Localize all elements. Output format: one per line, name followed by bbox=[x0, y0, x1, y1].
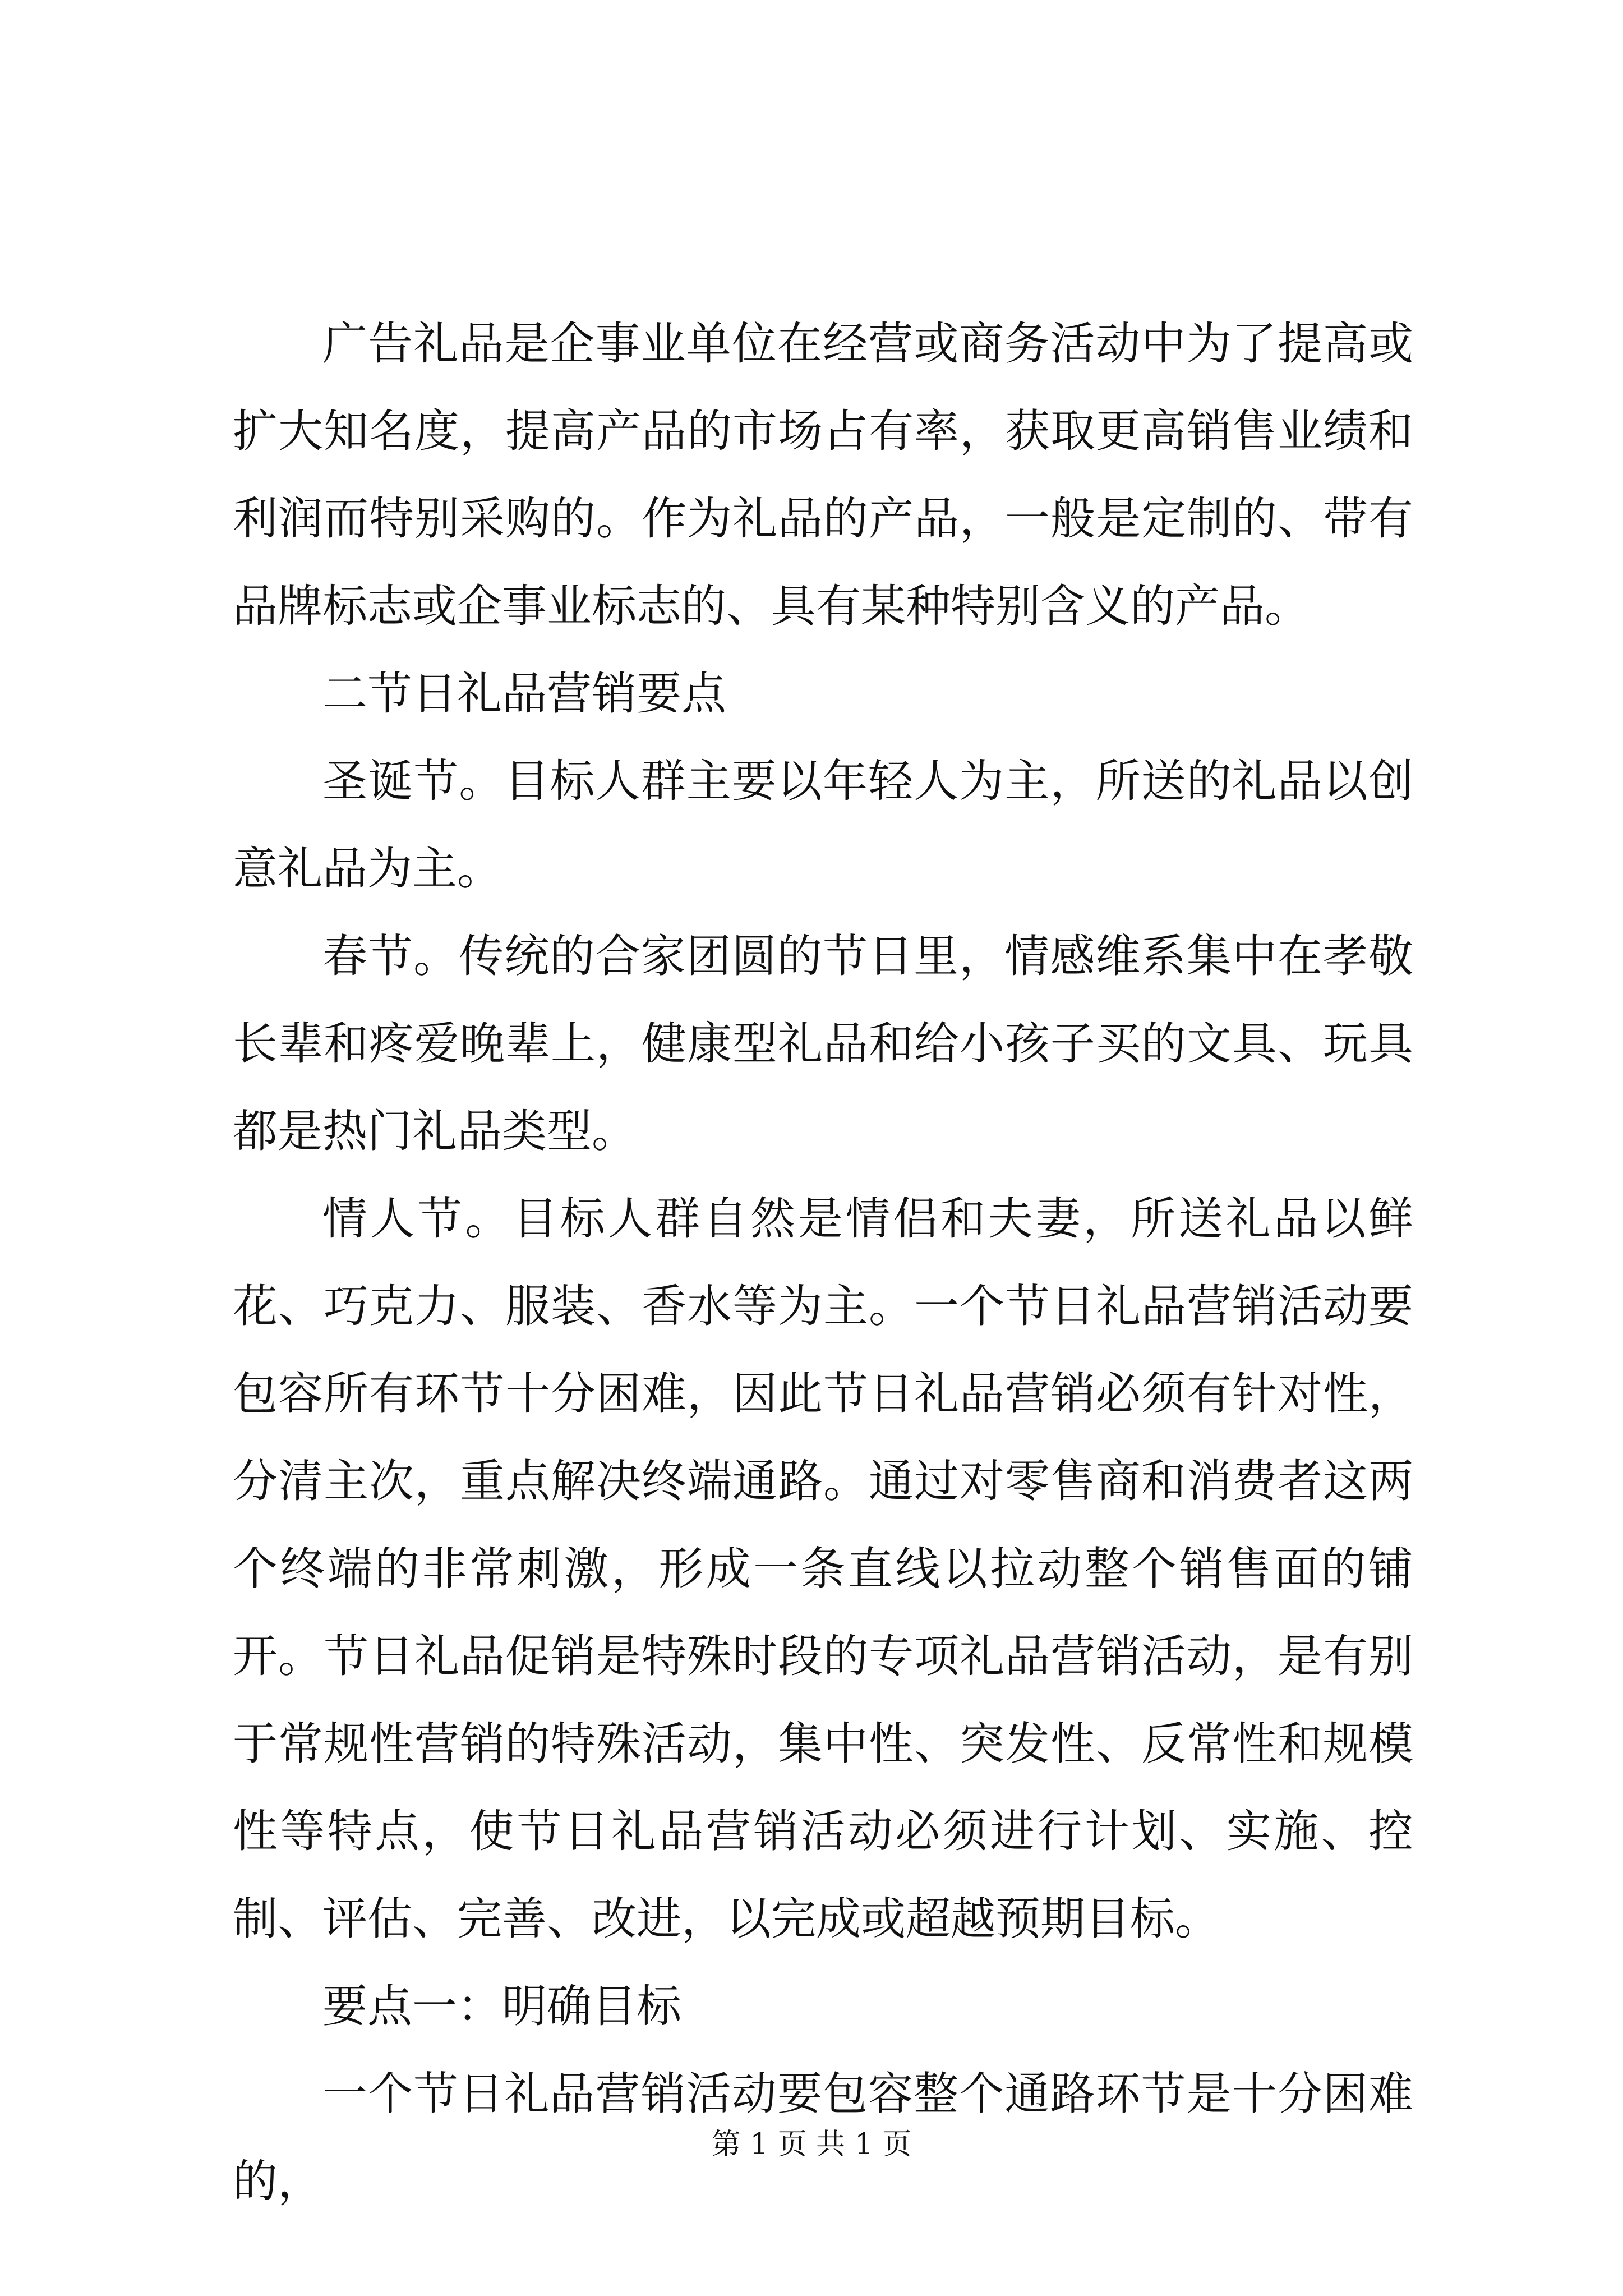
section-heading: 二节日礼品营销要点 bbox=[322, 668, 726, 720]
paragraph-point-one: 一个节日礼品营销活动要包容整个通路环节是十分困难的， bbox=[233, 2068, 1413, 2207]
paragraph-christmas: 圣诞节。目标人群主要以年轻人为主，所送的礼品以创意礼品为主。 bbox=[233, 755, 1413, 895]
page-footer: 第 1 页 共 1 页 bbox=[711, 2128, 912, 2161]
paragraph-valentines: 情人节。目标人群自然是情侣和夫妻，所送礼品以鲜花、巧克力、服装、香水等为主。一个节日礼品营销活动要包容所有环节十分困难，因此节日礼品营销必须有针对性，分清主次，重点解决终端通路。通过对零售商和消费者这两个终端的非常刺激，形成一条直线以拉动整个销售面的铺开。节日礼品促销是特殊时段的专项礼品营销活动，是有别于常规性营销的特殊活动，集中性、突发性、反常性和规模性等特点，使节日礼品营销活动必须进行计划、实施、控制、评估、完善、改进，以完成或超越预期目标。 bbox=[233, 1193, 1413, 1945]
paragraph-intro: 广告礼品是企事业单位在经营或商务活动中为了提高或扩大知名度，提高产品的市场占有率，获取更高销售业绩和利润而特别采购的。作为礼品的产品，一般是定制的、带有品牌标志或企事业标志的、具有某种特别含义的产品。 bbox=[233, 318, 1413, 632]
document-body bbox=[233, 300, 1413, 2225]
paragraph-spring-festival: 春节。传统的合家团圆的节日里，情感维系集中在孝敬长辈和疼爱晚辈上，健康型礼品和给小孩子买的文具、玩具都是热门礼品类型。 bbox=[233, 930, 1413, 1157]
subheading-point-one: 要点一：明确目标 bbox=[322, 1980, 681, 2032]
